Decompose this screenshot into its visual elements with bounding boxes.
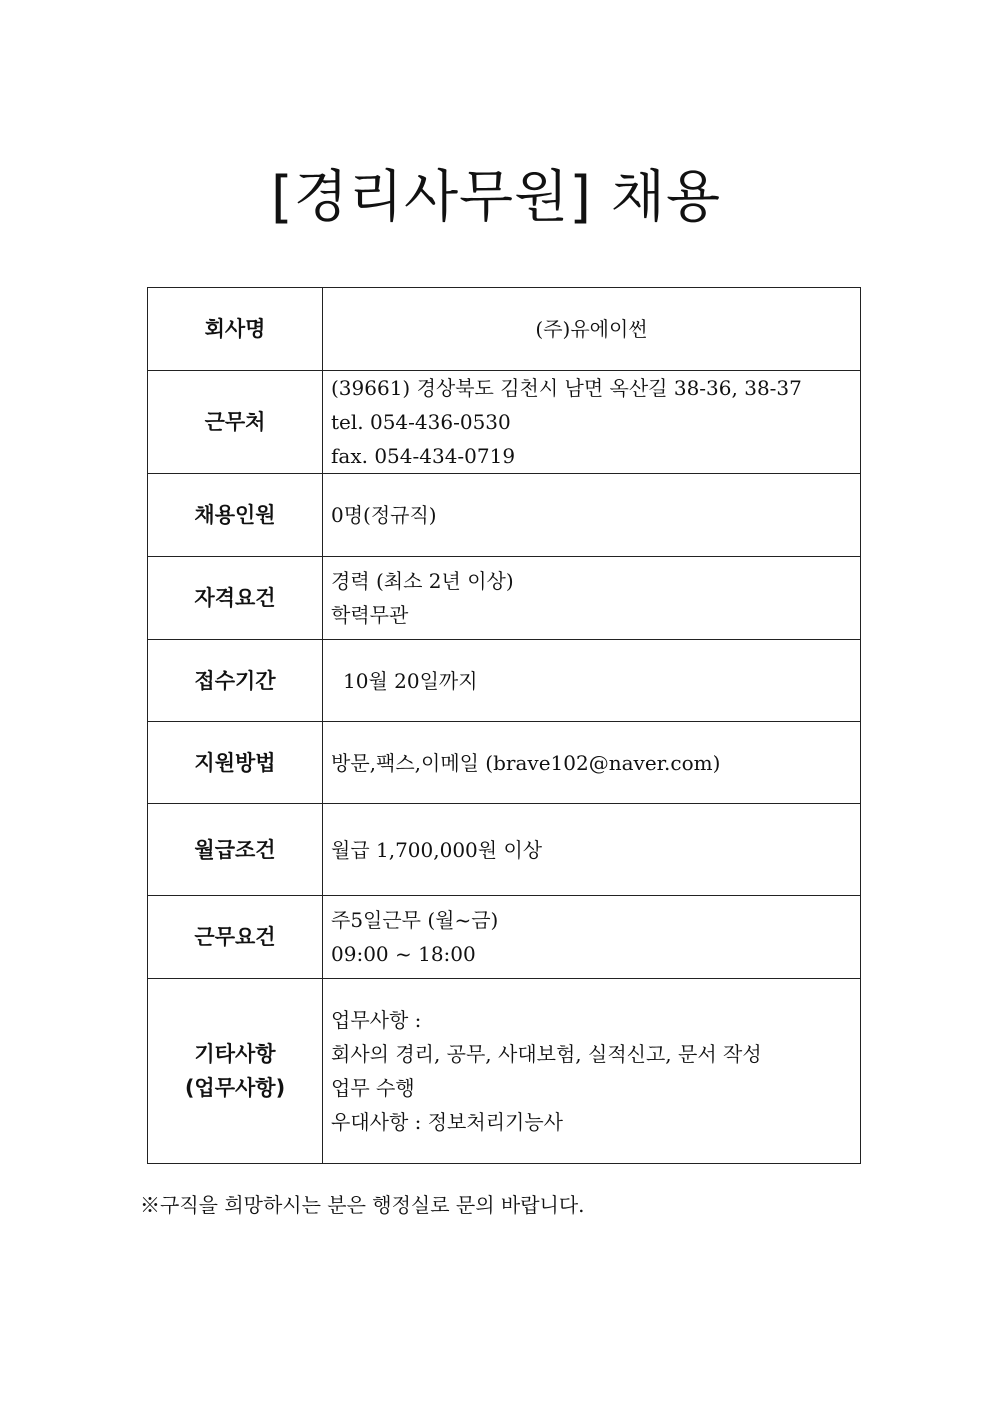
table-row	[148, 474, 861, 557]
row-label-application-method: 지원방법	[148, 722, 323, 804]
row-label-other	[148, 979, 323, 1164]
row-value-salary	[323, 804, 861, 896]
application-deadline: 10월 20일까지	[343, 668, 478, 693]
company-name: (주)유에이썬	[535, 317, 648, 341]
row-value-other	[323, 979, 861, 1164]
row-value-application-method	[323, 722, 861, 804]
table-row	[148, 979, 861, 1164]
duties-label: (업무사항)	[184, 1076, 286, 1100]
table-row	[148, 371, 861, 474]
duties-description-cont: 업무 수행	[331, 1076, 415, 1100]
row-value-headcount	[323, 474, 861, 557]
table-row	[148, 804, 861, 896]
other-label: 기타사항	[194, 1042, 276, 1066]
row-label-qualifications: 자격요건	[148, 557, 323, 640]
row-label-application-period: 접수기간	[148, 640, 323, 722]
row-label-company: 회사명	[148, 288, 323, 371]
work-days: 주5일근무 (월~금)	[331, 908, 499, 932]
qualification-experience: 경력 (최소 2년 이상)	[331, 569, 514, 593]
duties-heading: 업무사항 :	[331, 1008, 422, 1032]
workplace-tel: tel. 054-436-0530	[331, 410, 511, 434]
table-row	[148, 557, 861, 640]
row-value-application-period	[323, 640, 861, 722]
workplace-address: (39661) 경상북도 김천시 남면 옥산길 38-36, 38-37	[331, 376, 802, 400]
duties-description: 회사의 경리, 공무, 사대보험, 실적신고, 문서 작성	[331, 1042, 762, 1066]
workplace-fax: fax. 054-434-0719	[331, 444, 516, 468]
page-title: [경리사무원] 채용	[270, 165, 722, 230]
table-row	[148, 640, 861, 722]
qualification-education: 학력무관	[331, 603, 409, 627]
row-value-qualifications	[323, 557, 861, 640]
preferred-qualification: 우대사항 : 정보처리기능사	[331, 1110, 563, 1134]
row-label-salary: 월급조건	[148, 804, 323, 896]
salary-value: 월급 1,700,000원 이상	[331, 837, 543, 862]
job-info-table	[147, 287, 861, 1164]
row-value-workplace	[323, 371, 861, 474]
row-value-working-conditions	[323, 896, 861, 979]
work-hours: 09:00 ~ 18:00	[331, 942, 476, 966]
row-value-company	[323, 288, 861, 371]
table-row	[148, 288, 861, 371]
footnote: ※구직을 희망하시는 분은 행정실로 문의 바랍니다.	[140, 1193, 585, 1217]
application-method: 방문,팩스,이메일 (brave102@naver.com)	[331, 750, 721, 775]
row-label-workplace: 근무처	[148, 371, 323, 474]
table-row	[148, 722, 861, 804]
row-label-headcount: 채용인원	[148, 474, 323, 557]
row-label-working-conditions: 근무요건	[148, 896, 323, 979]
table-row	[148, 896, 861, 979]
headcount-value: 0명(정규직)	[331, 503, 437, 527]
